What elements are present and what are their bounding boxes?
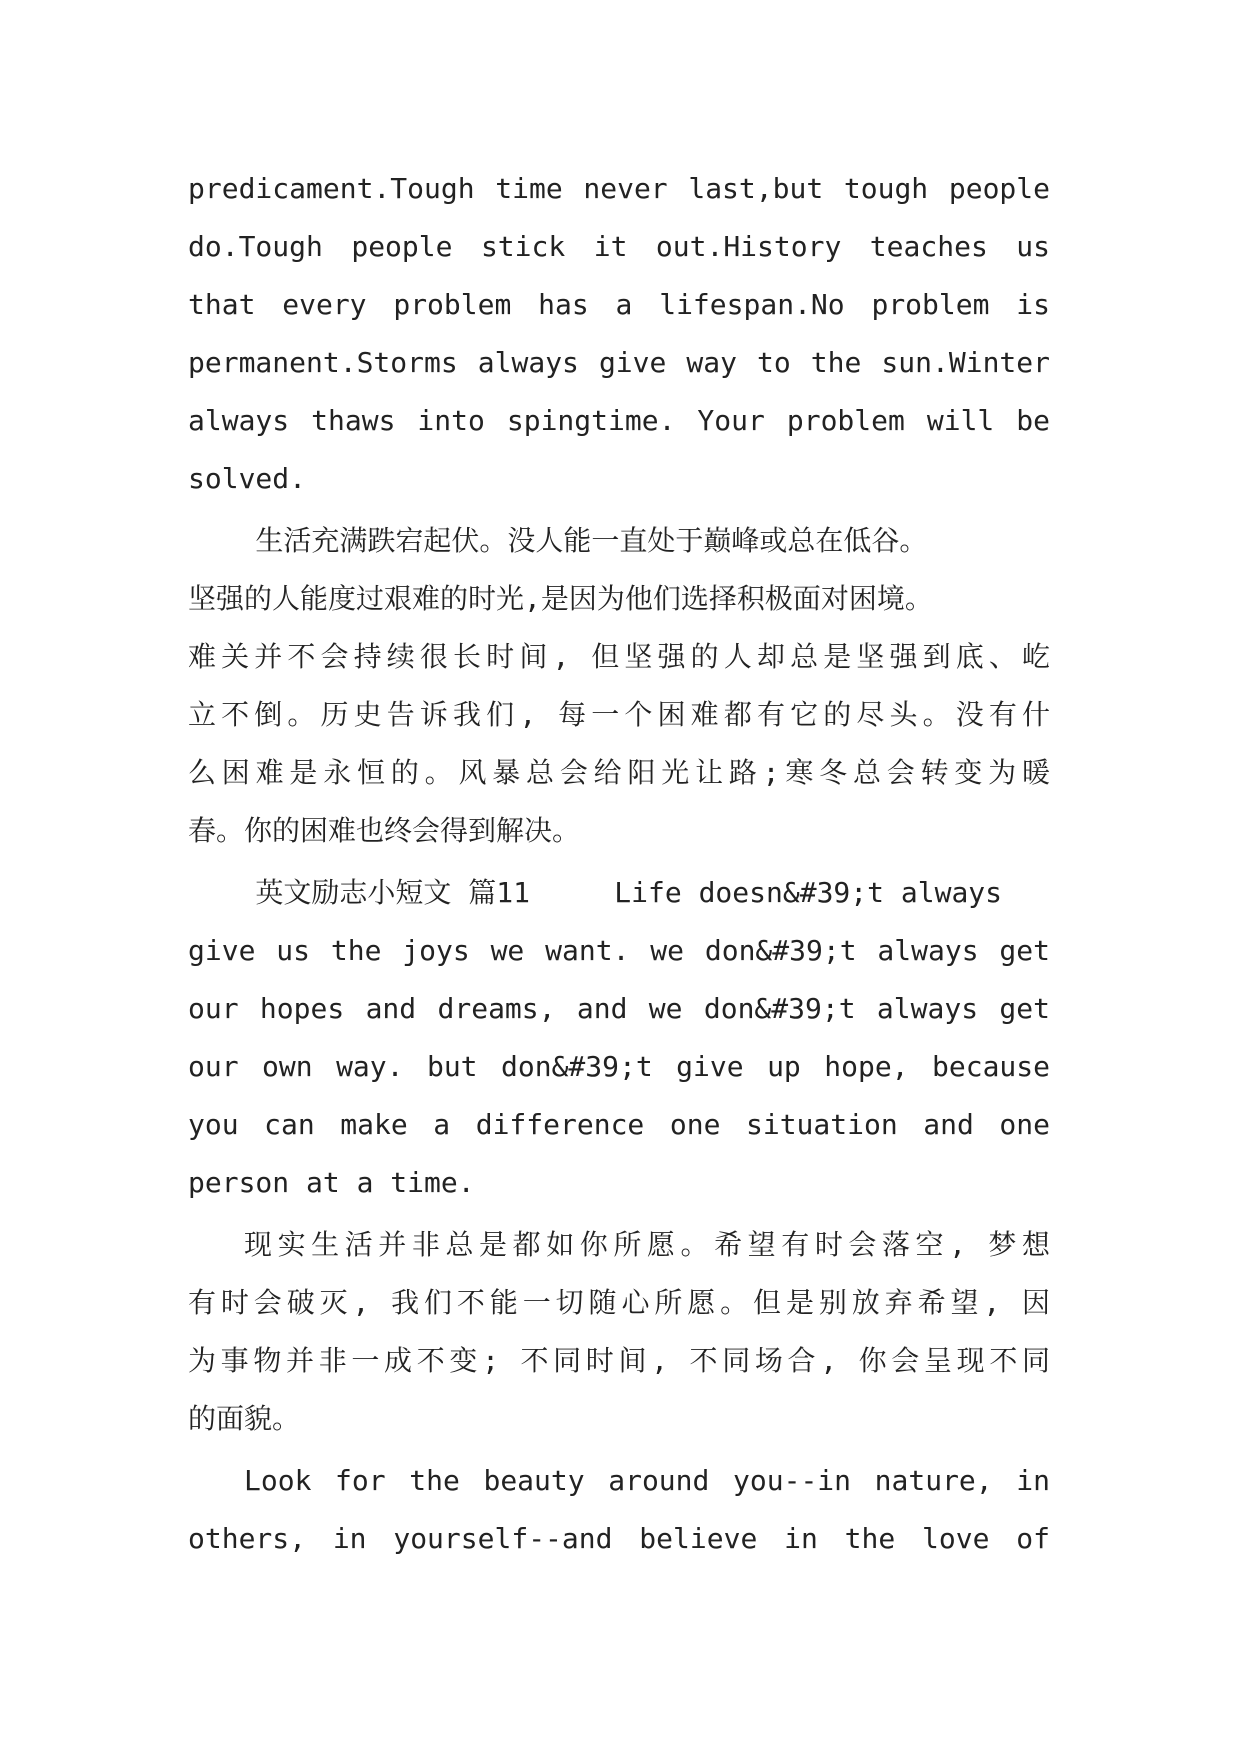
text-line: 的面貌。 [188,1402,301,1435]
paragraph-3 [188,864,1050,1212]
text-line: permanent.Storms always give way to the sun.Winter [188,346,1050,379]
text-line: 现实生活并非总是都如你所愿。希望有时会落空, 梦想 [244,1228,1050,1261]
text-line: solved. [188,462,307,495]
text-line: 么困难是永恒的。风暴总会给阳光让路;寒冬总会转变为暖 [188,756,1050,789]
paragraph-1 [188,160,1050,508]
text-line: Look for the beauty around you--in nature, in [244,1464,1050,1497]
text-line: person at a time. [188,1166,475,1199]
text-line: that every problem has a lifespan.No problem is [188,288,1050,321]
text-line: 英文励志小短文 篇11 Life doesn&#39;t always [188,876,1003,909]
text-line: predicament.Tough time never last,but tough people [188,172,1050,205]
document-page [188,160,1050,1568]
text-line: do.Tough people stick it out.History teaches us [188,230,1050,263]
text-line: our own way. but don&#39;t give up hope, because [188,1050,1050,1083]
text-line: you can make a difference one situation and one [188,1108,1050,1141]
text-line: always thaws into spingtime. Your problem will be [188,404,1050,437]
text-line: 坚强的人能度过艰难的时光,是因为他们选择积极面对困境。 [188,582,933,615]
paragraph-4 [188,1216,1050,1448]
text-line: 为事物并非一成不变; 不同时间, 不同场合, 你会呈现不同 [188,1344,1050,1377]
text-line: 立不倒。历史告诉我们, 每一个困难都有它的尽头。没有什 [188,698,1050,731]
text-line: give us the joys we want. we don&#39;t always get [188,934,1050,967]
text-line: 有时会破灭, 我们不能一切随心所愿。但是别放弃希望, 因 [188,1286,1050,1319]
text-line: 难关并不会持续很长时间, 但坚强的人却总是坚强到底、屹 [188,640,1050,673]
text-line: 春。你的困难也终会得到解决。 [188,814,581,847]
text-line: our hopes and dreams, and we don&#39;t always get [188,992,1050,1025]
text-line: others, in yourself--and believe in the love of [188,1522,1050,1555]
paragraph-2 [188,512,1050,860]
paragraph-5 [188,1452,1050,1568]
text-line: 生活充满跌宕起伏。没人能一直处于巅峰或总在低谷。 [188,524,928,557]
